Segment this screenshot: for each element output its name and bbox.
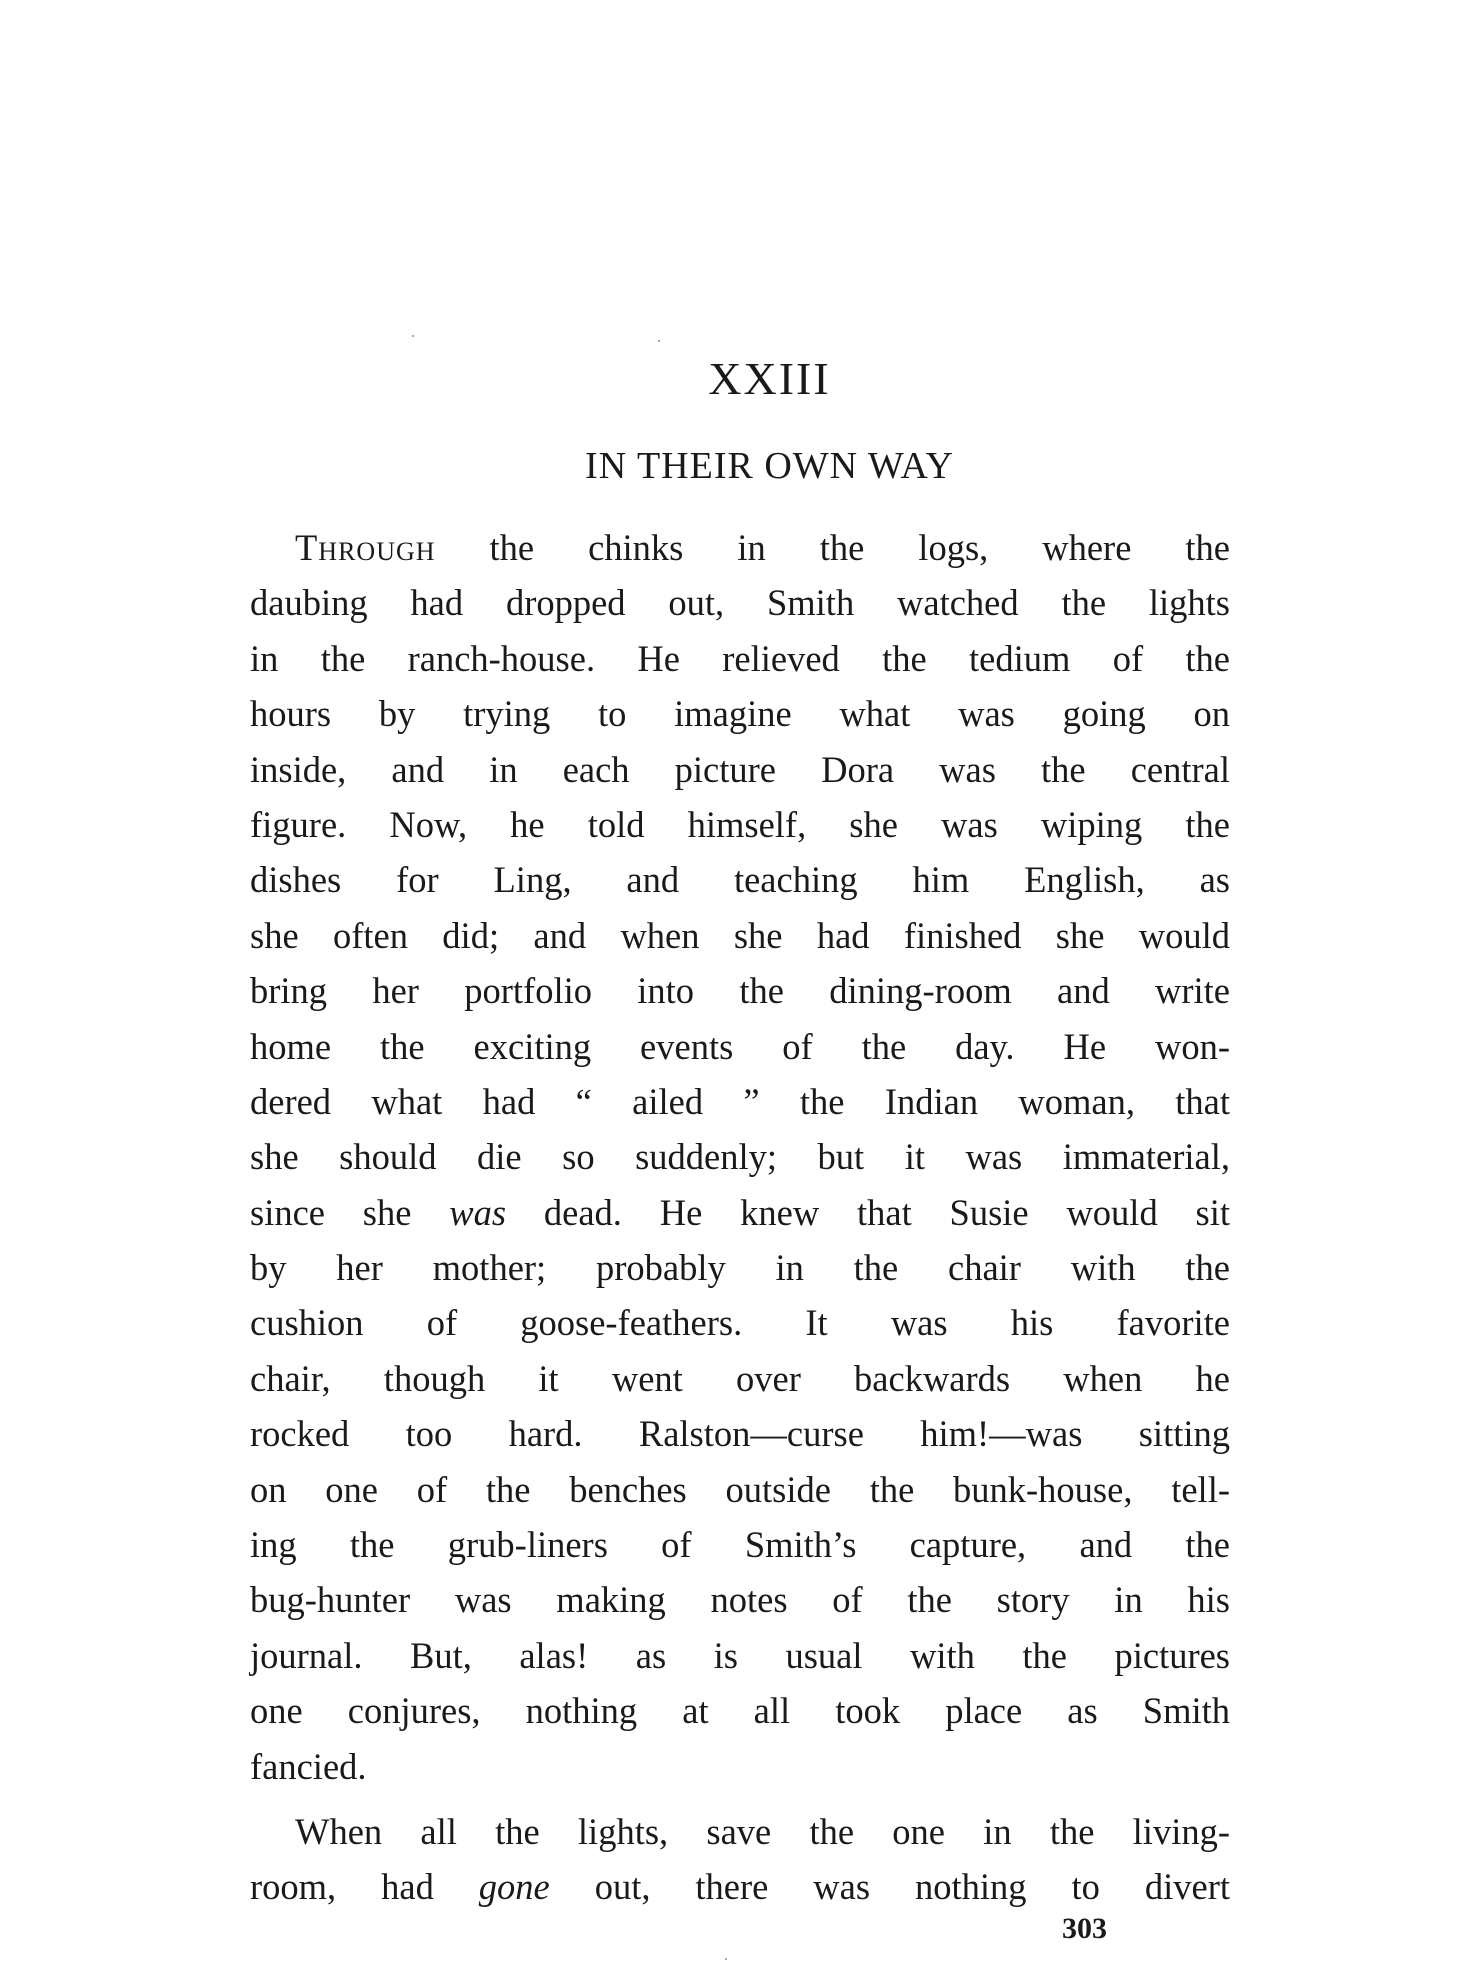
- line-text: the chinks in the logs, where the: [435, 527, 1230, 568]
- scan-speck: [412, 335, 414, 337]
- text-line: ing the grub-liners of Smith’s capture, and the: [250, 1524, 1230, 1566]
- line-text: out, there was nothing to divert: [549, 1866, 1230, 1908]
- text-line: figure. Now, he told himself, she was wiping the: [250, 803, 1230, 845]
- page-number: 303: [1062, 1912, 1107, 1945]
- text-line: on one of the benches outside the bunk-house, tell-: [250, 1468, 1230, 1510]
- text-line: hours by trying to imagine what was going on: [250, 693, 1230, 735]
- scan-speck: [725, 1958, 727, 1960]
- text-line: bug-hunter was making notes of the story in his: [250, 1579, 1230, 1621]
- text-line: [250, 520, 1230, 575]
- text-line: journal. But, alas! as is usual with the pictures: [250, 1634, 1230, 1676]
- chapter-number: XXIII: [708, 353, 831, 404]
- paragraph: [250, 520, 1230, 1794]
- text-line: dishes for Ling, and teaching him English, as: [250, 859, 1230, 901]
- paragraph: [250, 1804, 1230, 1915]
- text-line: home the exciting events of the day. He won-: [250, 1025, 1230, 1067]
- text-line: inside, and in each picture Dora was the central: [250, 748, 1230, 790]
- text-line: fancied.: [250, 1745, 367, 1787]
- chapter-body: [250, 520, 1230, 1915]
- text-line: she should die so suddenly; but it was immaterial,: [250, 1136, 1230, 1178]
- text-line: [250, 1859, 1230, 1914]
- chapter-title: IN THEIR OWN WAY: [585, 445, 954, 487]
- drop-word: Through: [295, 527, 436, 568]
- text-line: one conjures, nothing at all took place as Smith: [250, 1690, 1230, 1732]
- text-line: cushion of goose-feathers. It was his favorite: [250, 1302, 1230, 1344]
- text-line: dered what had “ ailed ” the Indian woman, that: [250, 1080, 1230, 1122]
- text-line: When all the lights, save the one in the living-: [295, 1810, 1230, 1852]
- text-line: by her mother; probably in the chair with the: [250, 1247, 1230, 1289]
- line-text: dead. He knew that Susie would sit: [506, 1191, 1230, 1233]
- text-line: chair, though it went over backwards when he: [250, 1357, 1230, 1399]
- text-line: daubing had dropped out, Smith watched the lights: [250, 582, 1230, 624]
- text-line: she often did; and when she had finished she would: [250, 914, 1230, 956]
- emphasis: gone: [478, 1866, 550, 1908]
- text-line: [250, 1185, 1230, 1240]
- emphasis: was: [449, 1191, 507, 1233]
- line-text: room, had: [250, 1866, 479, 1908]
- line-text: since she: [250, 1191, 450, 1233]
- scan-speck: [658, 340, 660, 342]
- text-line: rocked too hard. Ralston—curse him!—was sitting: [250, 1413, 1230, 1455]
- text-line: bring her portfolio into the dining-room and write: [250, 970, 1230, 1012]
- text-line: in the ranch-house. He relieved the tedium of the: [250, 637, 1230, 679]
